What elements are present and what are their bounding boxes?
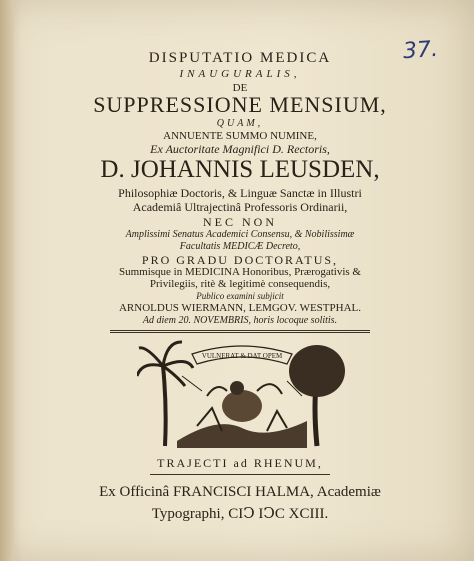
imprint-place: TRAJECTI ad RHENUM, xyxy=(157,456,323,470)
shelfmark-number: 37. xyxy=(402,36,439,65)
motto-banner-text: VULNERAT & DAT OPEM xyxy=(201,352,283,360)
title-line-12: Amplissimi Senatus Academici Consensu, & Nobilissimæ xyxy=(125,229,355,240)
title-line-3: DE xyxy=(232,82,248,94)
date-line: Ad diem 20. NOVEMBRIS, horis locoque solitis. xyxy=(142,315,338,326)
title-line-6: ANNUENTE SUMMO NUMINE, xyxy=(163,130,317,142)
imprint-printer: Ex Officinâ FRANCISCI HALMA, Academiæ xyxy=(99,484,381,500)
figure-head xyxy=(230,381,244,395)
title-line-11: NEC NON xyxy=(203,215,277,229)
title-line-5: QUAM, xyxy=(216,118,264,129)
title-line-1: DISPUTATIO MEDICA xyxy=(148,50,332,66)
printers-device-woodcut xyxy=(137,336,347,451)
title-line-17: Publico examini subjicit xyxy=(196,291,284,301)
imprint-rule xyxy=(150,474,330,475)
ornament-rule xyxy=(110,330,370,333)
main-title: SUPPRESSIONE MENSIUM, xyxy=(93,92,387,117)
page-spine-shadow xyxy=(0,0,14,561)
tree-foliage-right xyxy=(289,345,345,397)
title-line-14: PRO GRADU DOCTORATUS, xyxy=(141,253,339,267)
title-line-7: Ex Auctoritate Magnifici D. Rectoris, xyxy=(150,142,330,156)
title-line-15: Summisque in MEDICINA Honoribus, Prærogativis & xyxy=(118,266,361,278)
rector-name: D. JOHANNIS LEUSDEN, xyxy=(100,156,380,183)
central-figure xyxy=(222,390,262,422)
author-line: ARNOLDUS WIERMANN, LEMGOV. WESTPHAL. xyxy=(118,302,361,314)
title-line-16: Privilegiis, ritè & legitimè consequendis, xyxy=(149,278,331,290)
title-line-13: Facultatis MEDICÆ Decreto, xyxy=(179,241,301,252)
title-line-10: Academiâ Ultrajectinâ Professoris Ordinarii, xyxy=(132,200,348,214)
title-line-2: INAUGURALIS, xyxy=(179,68,301,80)
title-line-9: Philosophiæ Doctoris, & Linguæ Sanctæ in Illustri xyxy=(118,186,362,200)
palm-trunk-left xyxy=(163,366,166,446)
imprint-year: Typographi, CIↃ IↃC XCIII. xyxy=(151,506,329,522)
